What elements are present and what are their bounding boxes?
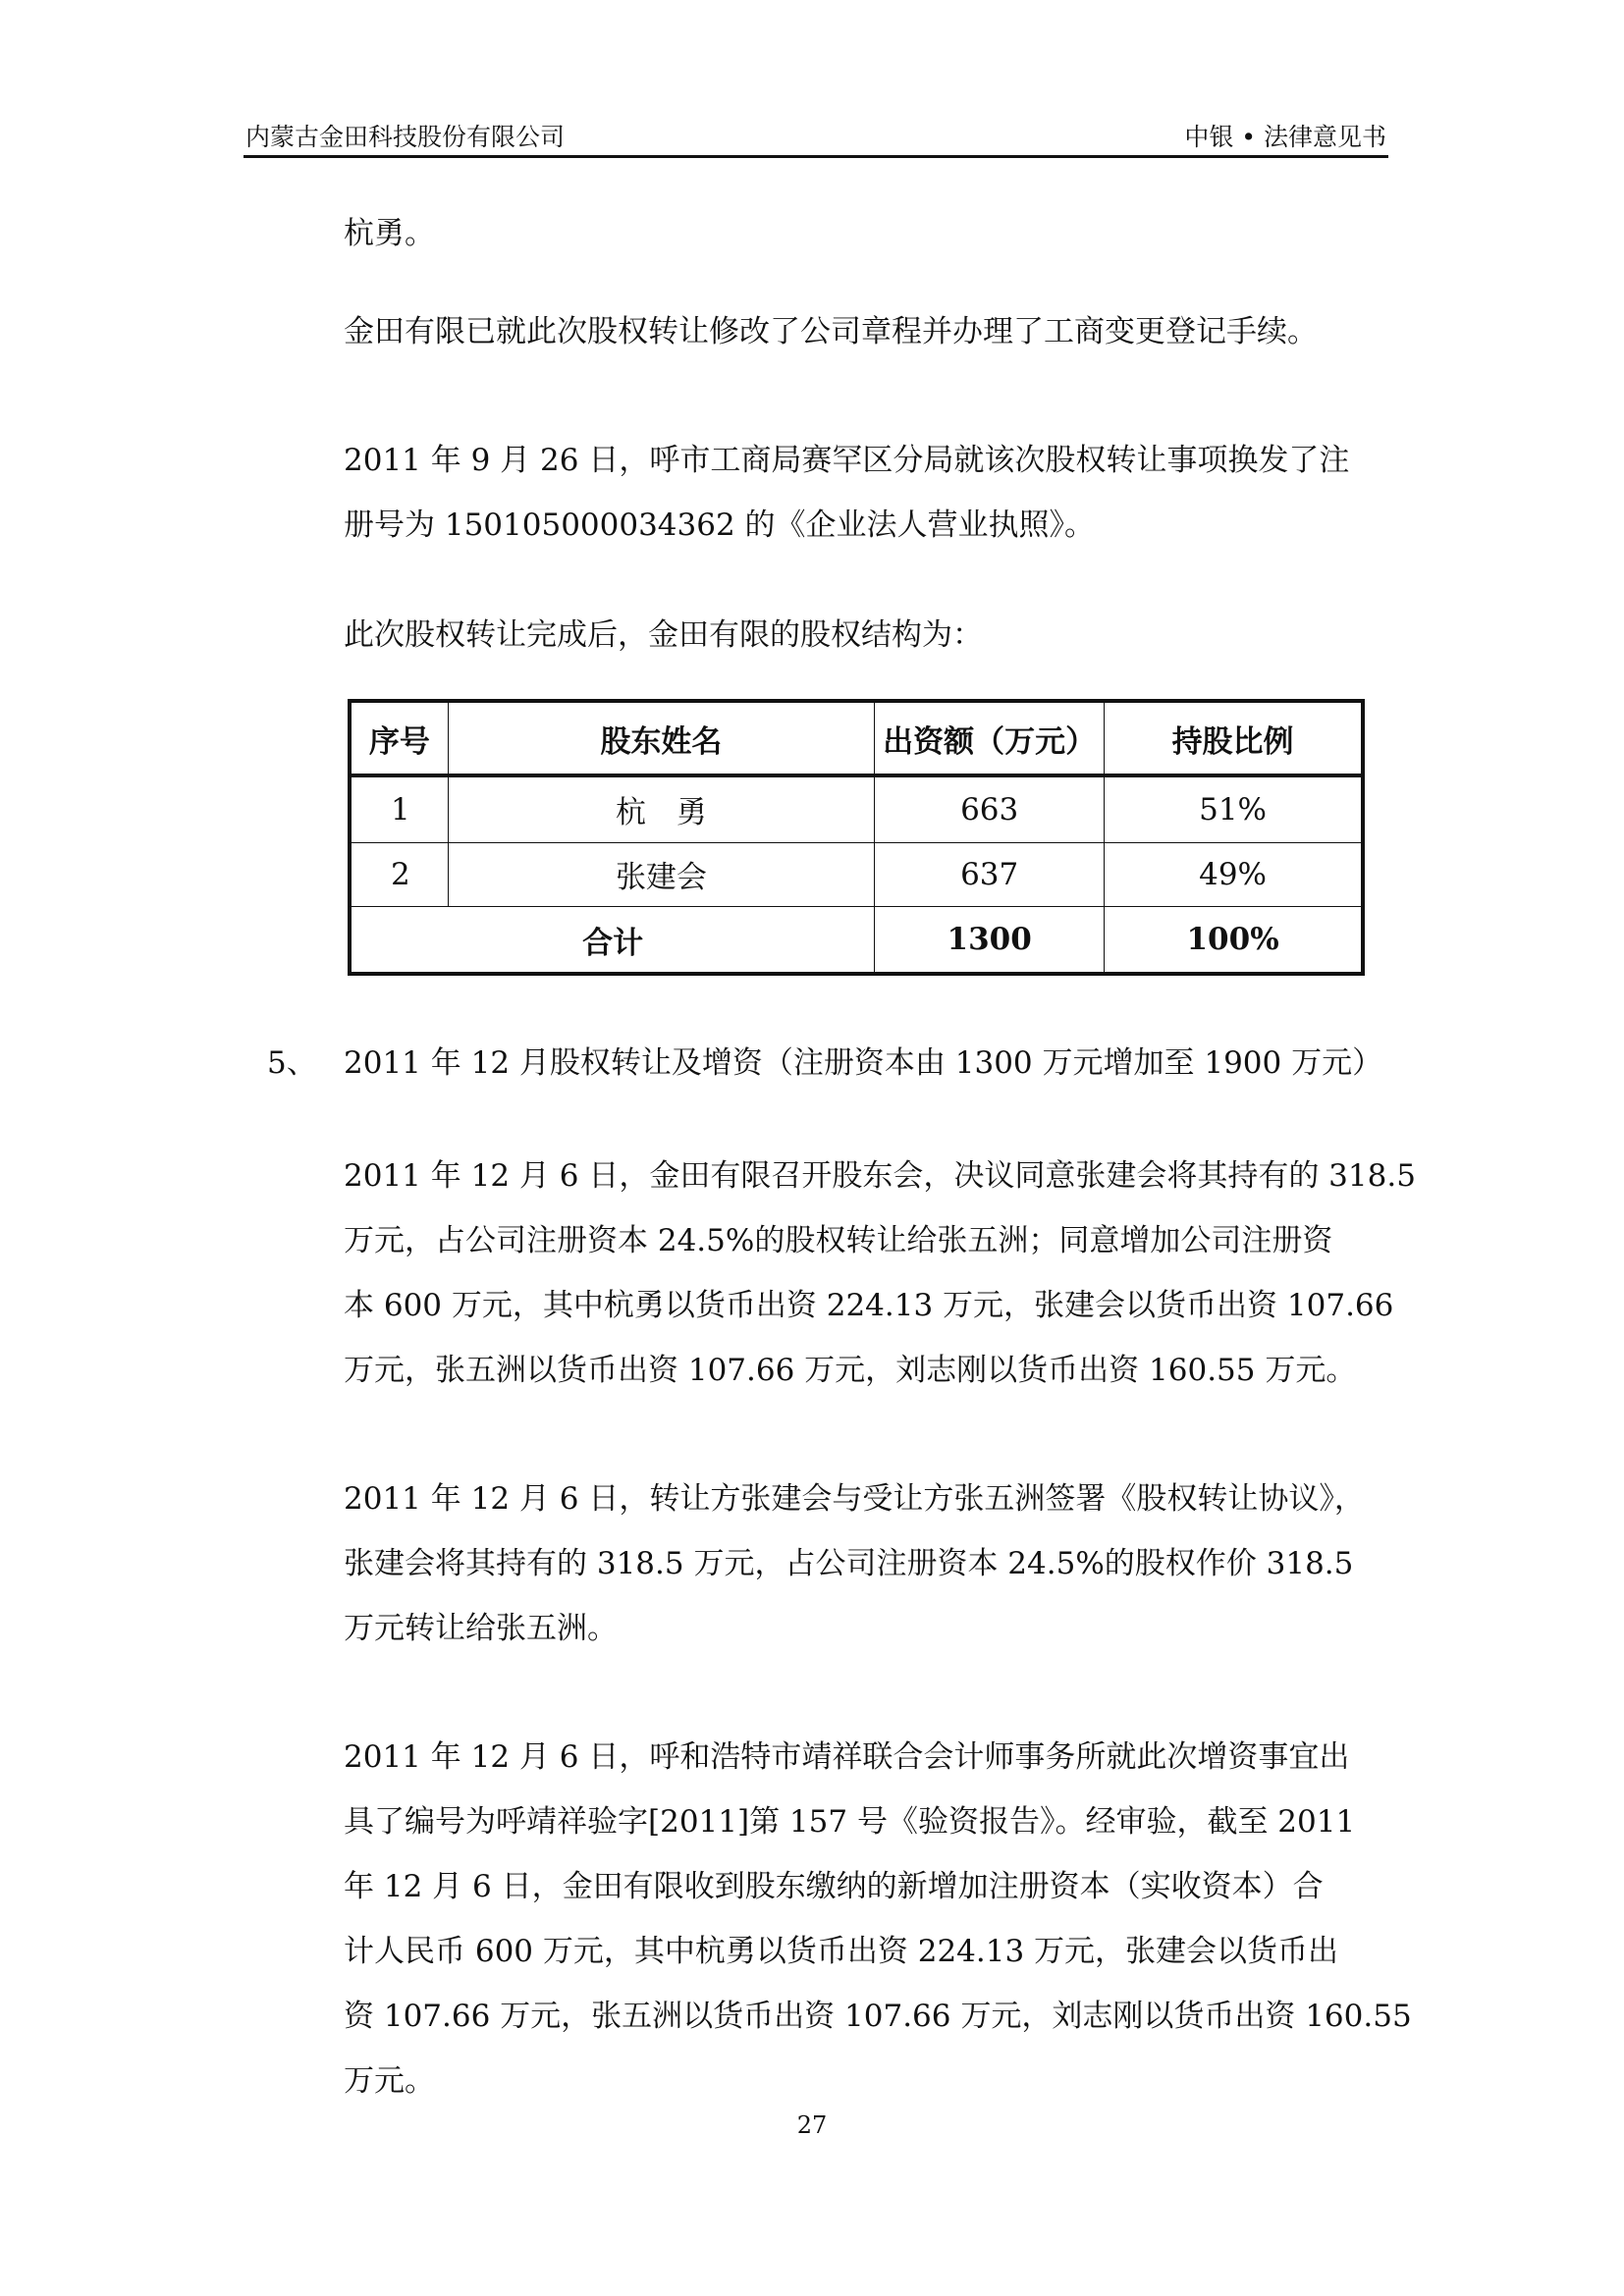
paragraph-2: 金田有限已就此次股权转让修改了公司章程并办理了工商变更登记手续。 — [344, 314, 1318, 349]
paragraph-4: 此次股权转让完成后，金田有限的股权结构为： — [344, 617, 983, 653]
col-header-ratio: 持股比例 — [1105, 701, 1363, 775]
section-para-1-line: 万元，占公司注册资本 24.5%的股权转让给张五洲；同意增加公司注册资 — [344, 1223, 1333, 1258]
section-para-3-line: 资 107.66 万元，张五洲以货币出资 107.66 万元，刘志刚以货币出资 160.55 — [344, 1999, 1412, 2034]
cell-number: 2 — [350, 842, 448, 907]
cell-number: 1 — [350, 775, 448, 842]
cell-total-label: 合计 — [350, 907, 875, 974]
col-header-number: 序号 — [350, 701, 448, 775]
section-para-3-line: 计人民币 600 万元，其中杭勇以货币出资 224.13 万元，张建会以货币出 — [344, 1934, 1339, 1969]
paragraph-3-line-1: 2011 年 9 月 26 日，呼市工商局赛罕区分局就该次股权转让事项换发了注 — [344, 443, 1350, 478]
shareholding-table — [348, 699, 1365, 976]
col-header-name: 股东姓名 — [448, 701, 874, 775]
cell-total-amount: 1300 — [875, 907, 1105, 974]
table-header-row — [350, 701, 1363, 775]
section-para-1-line: 本 600 万元，其中杭勇以货币出资 224.13 万元，张建会以货币出资 107.66 — [344, 1288, 1394, 1323]
section-para-2-line: 万元转让给张五洲。 — [344, 1611, 618, 1646]
cell-ratio: 49% — [1105, 842, 1363, 907]
section-para-3-line: 2011 年 12 月 6 日，呼和浩特市靖祥联合会计师事务所就此次增资事宜出 — [344, 1739, 1350, 1775]
section-para-2-line: 2011 年 12 月 6 日，转让方张建会与受让方张五洲签署《股权转让协议》， — [344, 1481, 1365, 1517]
paragraph-3-line-2: 册号为 150105000034362 的《企业法人营业执照》。 — [344, 507, 1096, 543]
cell-ratio: 51% — [1105, 775, 1363, 842]
page-number: 27 — [796, 2111, 828, 2139]
section-para-3-line: 具了编号为呼靖祥验字[2011]第 157 号《验资报告》。经审验，截至 2011 — [344, 1804, 1356, 1840]
cell-amount: 663 — [875, 775, 1105, 842]
col-header-amount: 出资额（万元） — [875, 701, 1105, 775]
cell-amount: 637 — [875, 842, 1105, 907]
header-rule — [244, 155, 1388, 158]
paragraph-1: 杭勇。 — [344, 216, 435, 251]
table-row — [350, 775, 1363, 842]
header-company: 内蒙古金田科技股份有限公司 — [245, 123, 566, 151]
section-title: 2011 年 12 月股权转让及增资（注册资本由 1300 万元增加至 1900 万元） — [344, 1045, 1383, 1081]
section-para-1-line: 2011 年 12 月 6 日，金田有限召开股东会，决议同意张建会将其持有的 318.5 — [344, 1158, 1416, 1194]
cell-name: 杭 勇 — [448, 775, 874, 842]
cell-name: 张建会 — [448, 842, 874, 907]
page-header — [244, 110, 1388, 159]
table-total-row — [350, 907, 1363, 974]
section-para-2-line: 张建会将其持有的 318.5 万元，占公司注册资本 24.5%的股权作价 318.5 — [344, 1546, 1354, 1581]
section-para-3-line: 万元。 — [344, 2063, 435, 2099]
section-number: 5、 — [267, 1045, 317, 1081]
cell-total-ratio: 100% — [1105, 907, 1363, 974]
section-para-3-line: 年 12 月 6 日，金田有限收到股东缴纳的新增加注册资本（实收资本）合 — [344, 1869, 1324, 1904]
header-doc-title: 中银 • 法律意见书 — [1184, 123, 1386, 151]
section-para-1-line: 万元，张五洲以货币出资 107.66 万元，刘志刚以货币出资 160.55 万元。 — [344, 1353, 1357, 1388]
table-row — [350, 842, 1363, 907]
